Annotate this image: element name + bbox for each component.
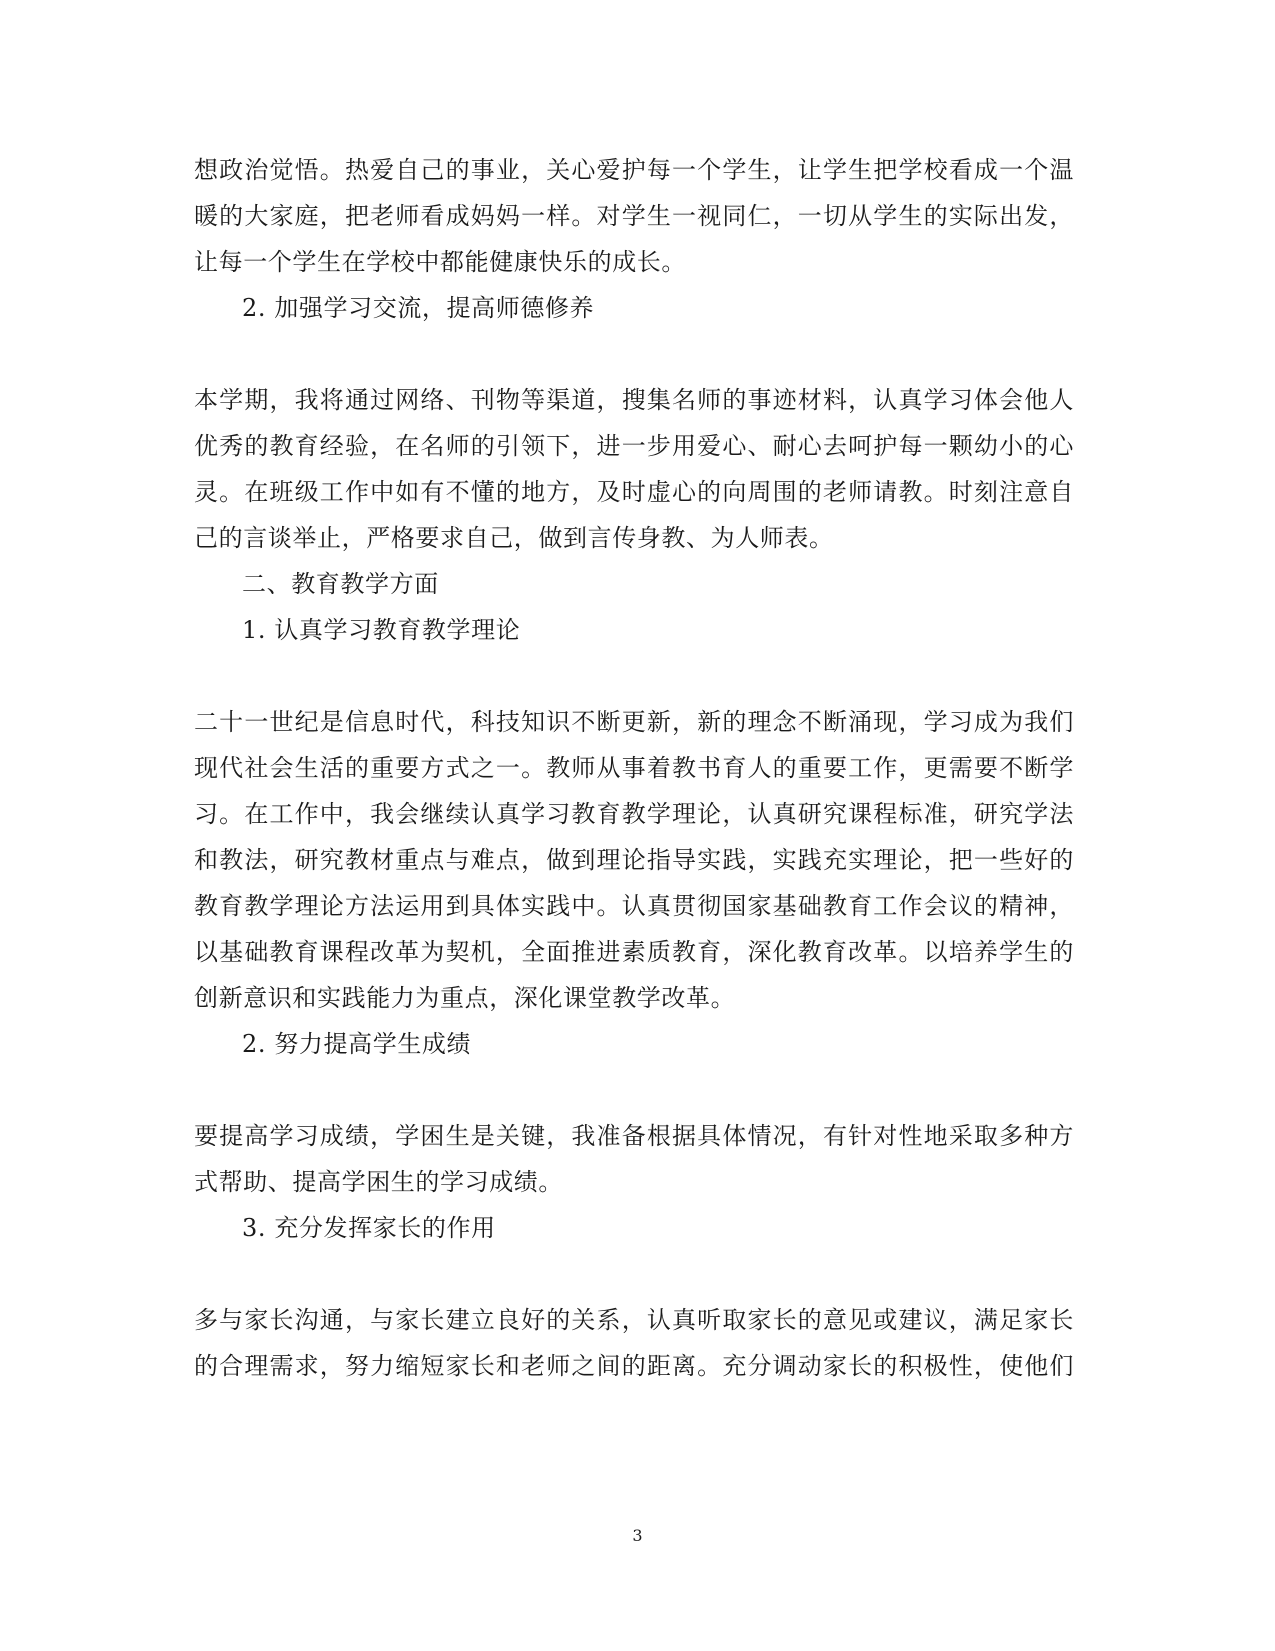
body-text-line: 二十一世纪是信息时代，科技知识不断更新，新的理念不断涌现，学习成为我们 [194,708,1074,736]
body-text-line: 的合理需求，努力缩短家长和老师之间的距离。充分调动家长的积极性，使他们 [194,1352,1074,1380]
body-text-line: 暖的大家庭，把老师看成妈妈一样。对学生一视同仁，一切从学生的实际出发， [194,202,1074,230]
body-text-line: 本学期，我将通过网络、刊物等渠道，搜集名师的事迹材料，认真学习体会他人 [194,386,1074,414]
body-text-line: 要提高学习成绩，学困生是关键，我准备根据具体情况，有针对性地采取多种方 [194,1122,1074,1150]
body-text-line: 创新意识和实践能力为重点，深化课堂教学改革。 [194,984,736,1012]
body-text-line: 教育教学理论方法运用到具体实践中。认真贯彻国家基础教育工作会议的精神， [194,892,1074,920]
section-subheading: 2. 努力提高学生成绩 [242,1030,472,1058]
body-text-line: 习。在工作中，我会继续认真学习教育教学理论，认真研究课程标准，研究学法 [194,800,1074,828]
section-subheading: 1. 认真学习教育教学理论 [242,616,521,644]
body-text-line: 优秀的教育经验，在名师的引领下，进一步用爱心、耐心去呵护每一颗幼小的心 [194,432,1074,460]
section-subheading: 2. 加强学习交流，提高师德修养 [242,294,595,322]
body-text-line: 己的言谈举止，严格要求自己，做到言传身教、为人师表。 [194,524,834,552]
body-text-line: 式帮助、提高学困生的学习成绩。 [194,1168,563,1196]
body-text-line: 多与家长沟通，与家长建立良好的关系，认真听取家长的意见或建议，满足家长 [194,1306,1074,1334]
body-text-line: 以基础教育课程改革为契机，全面推进素质教育，深化教育改革。以培养学生的 [194,938,1074,966]
section-subheading: 3. 充分发挥家长的作用 [242,1214,496,1242]
section-heading: 二、教育教学方面 [242,570,439,598]
body-text-line: 想政治觉悟。热爱自己的事业，关心爱护每一个学生，让学生把学校看成一个温 [194,156,1074,184]
body-text-line: 灵。在班级工作中如有不懂的地方，及时虚心的向周围的老师请教。时刻注意自 [194,478,1074,506]
page-number: 3 [632,1526,643,1545]
body-text-line: 和教法，研究教材重点与难点，做到理论指导实践，实践充实理论，把一些好的 [194,846,1074,874]
body-text-line: 让每一个学生在学校中都能健康快乐的成长。 [194,248,686,276]
body-text-line: 现代社会生活的重要方式之一。教师从事着教书育人的重要工作，更需要不断学 [194,754,1074,782]
